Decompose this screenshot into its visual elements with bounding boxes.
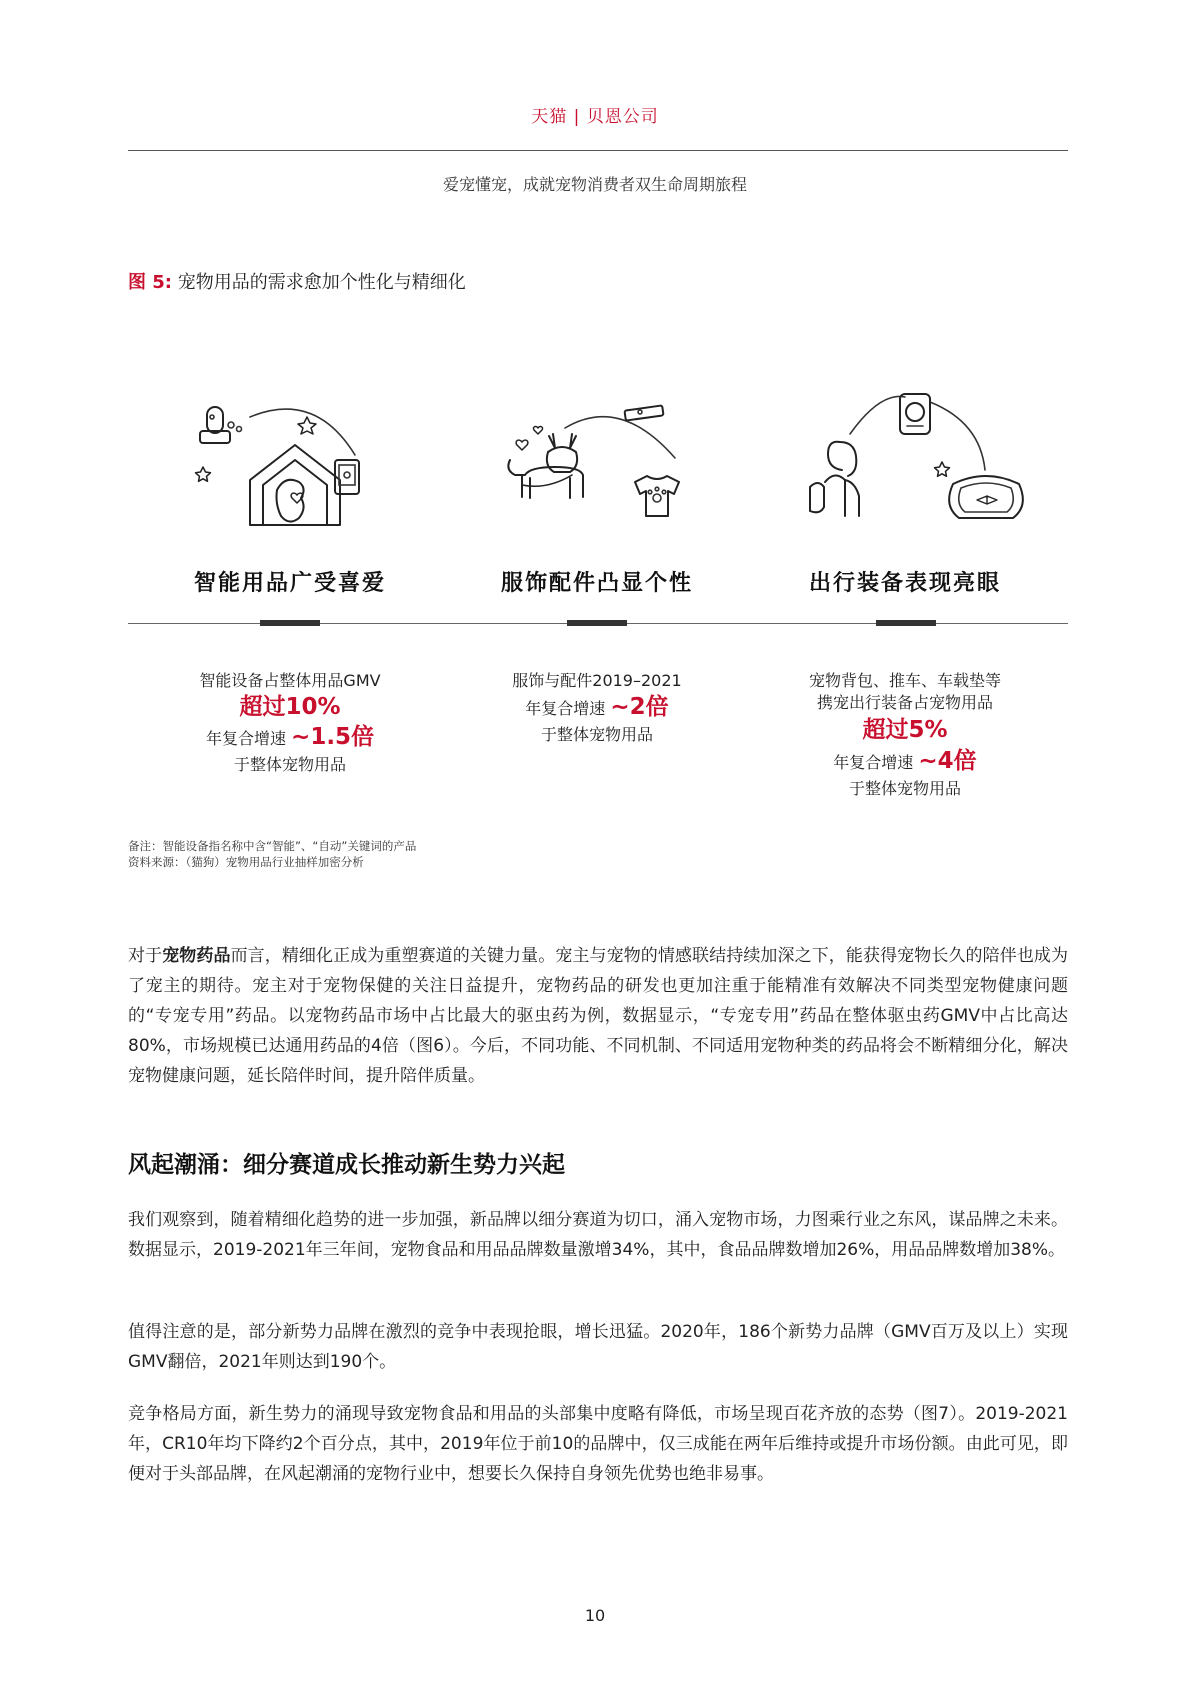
stat-line: 宠物背包、推车、车载垫等 [808, 671, 1001, 690]
stat-line: 服饰与配件2019–2021 [512, 671, 682, 690]
apparel-icon [500, 400, 700, 540]
stat-rate-value: ~2倍 [610, 694, 669, 720]
para-text: 而言，精细化正成为重塑赛道的关键力量。宠主与宠物的情感联结持续加深之下，能获得宠物长久的陪伴也成为了宠主的期待。宠主对于宠物保健的关注日益提升，宠物药品的研发也更加注重于能精准有效解决不同类型宠物健康问题的“专宠专用”药品。以宠物药品市场中占比最大的驱虫药为例，数据显示，“专宠专用”药品在整体驱虫药GMV中占比高达80%，市场规模已达通用药品的4倍（图6）。今后，不同功能、不同机制、不同适用宠物种类的药品将会不断精细分化，解决宠物健康问题，延长陪伴时间，提升陪伴质量。 [128, 946, 1069, 1086]
figure-source: 资料来源：（猫狗）宠物用品行业抽样加密分析 [128, 855, 364, 869]
paragraph-emerging-brands: 值得注意的是，部分新势力品牌在激烈的竞争中表现抢眼，增长迅猛。2020年，186个新势力品牌（GMV百万及以上）实现GMV翻倍，2021年则达到190个。 [128, 1322, 1068, 1372]
divider-tick [876, 620, 936, 626]
stat-rate-value: ~4倍 [918, 748, 977, 774]
header-subtitle: 爱宠懂宠，成就宠物消费者双生命周期旅程 [442, 175, 747, 194]
figure-note: 备注：智能设备指名称中含“智能”、“自动”关键词的产品 [128, 839, 417, 853]
stat-rate-prefix: 年复合增速 [525, 699, 606, 718]
para-lead: 对于 [128, 946, 163, 966]
stat-line: 携宠出行装备占宠物用品 [816, 693, 993, 712]
stat-line: 于整体宠物用品 [540, 725, 653, 744]
column-heading-travel: 出行装备表现亮眼 [808, 571, 1001, 596]
divider-tick [260, 620, 320, 626]
stat-smart [140, 670, 440, 776]
stat-apparel [447, 670, 747, 746]
stat-rate-prefix: 年复合增速 [833, 753, 914, 772]
stat-line: 智能设备占整体用品GMV [199, 671, 381, 690]
column-heading-apparel: 服饰配件凸显个性 [500, 571, 693, 596]
header-brand: 天猫 | 贝恩公司 [531, 107, 659, 127]
figure-title [128, 268, 466, 294]
stat-rate-prefix: 年复合增速 [205, 729, 286, 748]
paragraph-pet-medicine [128, 941, 1068, 1091]
stat-line: 于整体宠物用品 [848, 779, 961, 798]
paragraph-new-brands: 我们观察到，随着精细化趋势的进一步加强，新品牌以细分赛道为切口，涌入宠物市场，力图乘行业之东风，谋品牌之未来。数据显示，2019-2021年三年间，宠物食品和用品品牌数量激增34%，其中，食品品牌数增加26%，用品品牌数增加38%。 [128, 1210, 1068, 1260]
stat-highlight: 超过10% [239, 694, 341, 720]
page-number: 10 [584, 1606, 606, 1625]
para-bold-term: 宠物药品 [162, 946, 231, 966]
stat-highlight: 超过5% [862, 717, 948, 743]
figure-label: 图 5: [128, 272, 172, 293]
stat-rate-value: ~1.5倍 [291, 724, 375, 750]
stat-line: 于整体宠物用品 [233, 755, 346, 774]
smart-products-icon [195, 395, 385, 535]
stat-travel [755, 670, 1055, 800]
divider-tick [567, 620, 627, 626]
header-divider [128, 150, 1068, 151]
figure-title-text: 宠物用品的需求愈加个性化与精细化 [177, 272, 466, 293]
section-heading: 风起潮涌：细分赛道成长推动新生势力兴起 [128, 1152, 565, 1178]
figure-notes [128, 838, 416, 870]
travel-gear-icon [805, 392, 1015, 532]
paragraph-competition: 竞争格局方面，新生势力的涌现导致宠物食品和用品的头部集中度略有降低，市场呈现百花齐放的态势（图7）。2019-2021年，CR10年均下降约2个百分点，其中，2019年位于前10的品牌中，仅三成能在两年后维持或提升市场份额。由此可见，即便对于头部品牌，在风起潮涌的宠物行业中，想要长久保持自身领先优势也绝非易事。 [128, 1404, 1068, 1484]
column-heading-smart: 智能用品广受喜爱 [193, 571, 386, 596]
